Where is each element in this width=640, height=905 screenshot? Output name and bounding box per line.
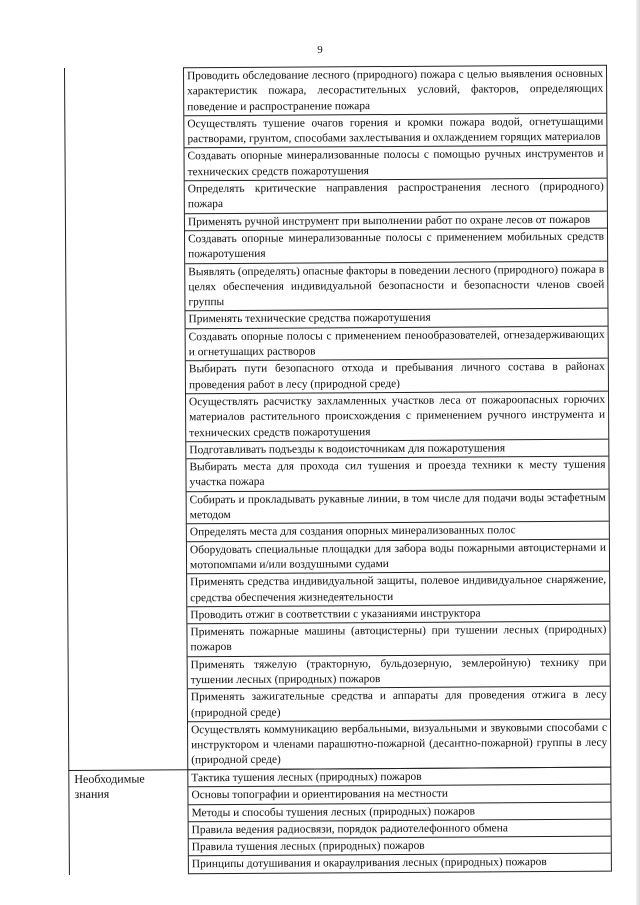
list-item: Осуществлять коммуникацию вербальными, визуальными и звуковыми способами с инструктором и членами парашютно-пожарной (десантно-пожарной) группы в лесу (природной среде) [188, 719, 610, 770]
skills-section [64, 65, 608, 767]
list-item: Проводить обследование лесного (природного) пожара с целью выявления основных характеристик пожара, лесорастительных условий, факторов, определяющих поведение и распространение пожара [184, 65, 606, 115]
list-item: Собирать и прокладывать рукавные линии, в том числе для подачи воды эстафетным методом [187, 488, 609, 523]
list-item: Проводить отжиг в соответствии с указаниями инструктора [187, 603, 609, 623]
list-item: Подготавливать подъезды к водоисточникам для пожаротушения [186, 439, 608, 459]
list-item: Тактика тушения лесных (природных) пожаров [188, 767, 610, 787]
list-item: Применять зажигательные средства и аппараты для проведения отжига в лесу (природной среде) [188, 686, 610, 721]
list-item: Определять критические направления распространения лесного (природного) пожара [185, 178, 607, 213]
competency-table [64, 65, 608, 871]
list-item: Создавать опорные минерализованные полосы с применением мобильных средств пожаротушения [185, 228, 607, 263]
list-item: Основы топографии и ориентирования на местности [188, 784, 610, 804]
skills-list [184, 65, 611, 770]
knowledge-section-label: Необходимые знания [74, 771, 145, 801]
list-item: Методы и способы тушения лесных (природных) пожаров [188, 801, 610, 821]
page-number: 9 [317, 44, 323, 56]
list-item: Правила ведения радиосвязи, порядок радиотелефонного обмена [189, 819, 611, 839]
list-item: Создавать опорные полосы с применением пенообразователей, огнезадерживающих и огнетушащих растворов [186, 325, 608, 360]
list-item: Осуществлять расчистку захламленных участков леса от пожароопасных горючих материалов растительного происхождения с применением ручного инструмента и технических средств пожаротушения [186, 391, 608, 441]
list-item: Применять ручной инструмент при выполнении работ по охране лесов от пожаров [185, 210, 607, 230]
knowledge-list [188, 767, 612, 874]
list-item: Осуществлять тушение очагов горения и кромки пожара водой, огнетушащими растворами, грунтом, способами захлестывания и охлаждением горящих материалов [184, 113, 606, 148]
list-item: Принципы дотушивания и окараулривания лесных (природных) пожаров [189, 853, 611, 874]
skills-section-label [70, 69, 178, 70]
list-item: Выбирать пути безопасного отхода и пребывания личного состава в районах проведения работ в лесу (природной среде) [186, 358, 608, 393]
table-left-border [64, 68, 70, 875]
list-item: Выявлять (определять) опасные факторы в поведении лесного (природного) пожара в целях обеспечения индивидуальной безопасности и безопасности членов своей группы [185, 260, 607, 310]
list-item: Выбирать места для прохода сил тушения и проезда техники к месту тушения участка пожара [186, 456, 608, 491]
list-item: Создавать опорные минерализованные полосы с помощью ручных инструментов и технических средств пожаротушения [184, 145, 606, 180]
scan-edge-shadow [636, 0, 640, 905]
list-item: Правила тушения лесных (природных) пожаров [189, 836, 611, 856]
list-item: Оборудовать специальные площадки для забора воды пожарными автоцистернами и мотопомпами и/или воздушными судами [187, 538, 609, 573]
list-item: Применять технические средства пожаротушения [185, 308, 607, 328]
list-item: Применять средства индивидуальной защиты, полевое индивидуальное снаряжение, средства обеспечения жизнедеятельности [187, 571, 609, 606]
list-item: Применять пожарные машины (автоцистерны) при тушении лесных (природных) пожаров [187, 621, 609, 656]
list-item: Применять тяжелую (тракторную, бульдозерную, землеройную) технику при тушении лесных (природных) пожаров [188, 653, 610, 688]
list-item: Определять места для создания опорных минерализованных полос [187, 521, 609, 541]
